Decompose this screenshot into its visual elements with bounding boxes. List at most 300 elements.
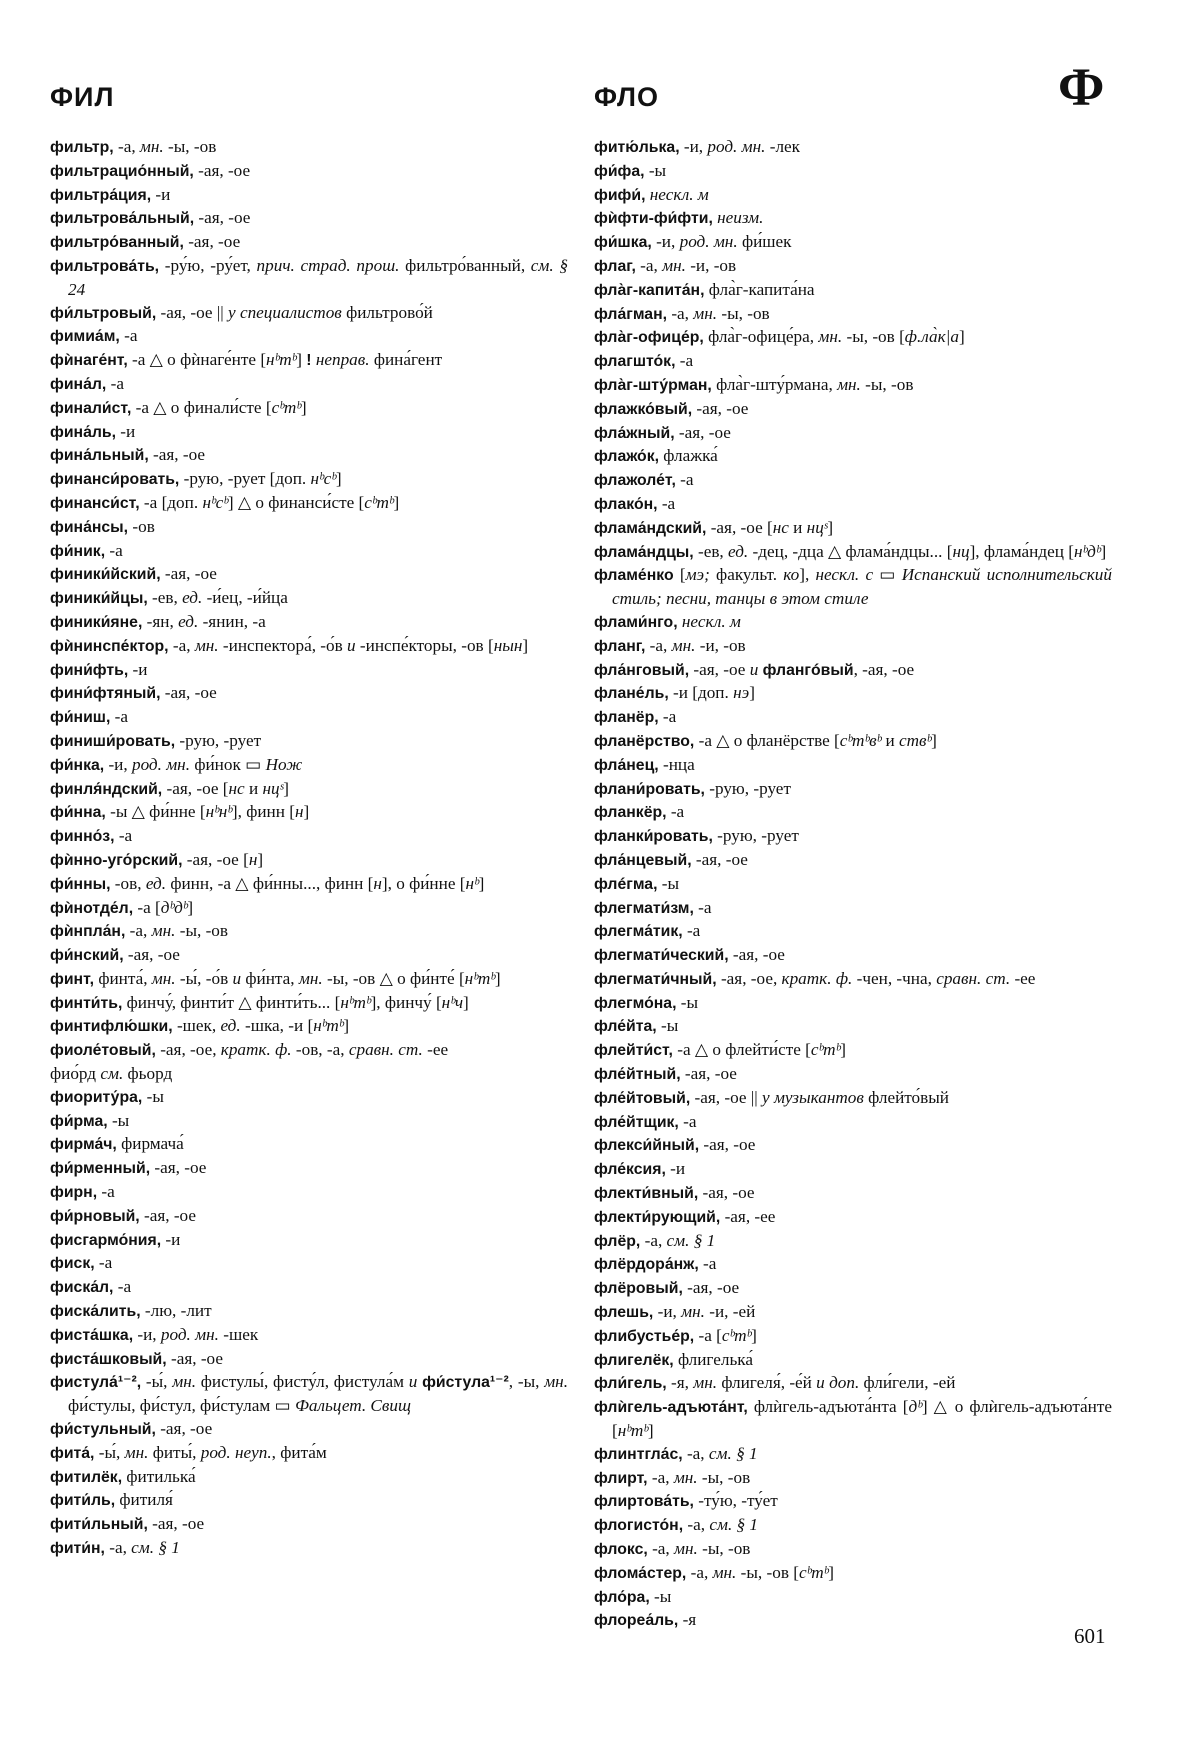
headword: фильтро́ванный, [50, 234, 184, 252]
entry-body: -а [698, 897, 712, 917]
dictionary-entry [594, 1349, 1112, 1373]
entry-body: флѝгель-адъюта́нта [дᵇ] △ о флѝгель-адъюта́нте [нᵇтᵇ] [612, 1397, 1113, 1441]
headword: флажоле́т, [594, 472, 676, 490]
headword: флёровый, [594, 1280, 683, 1298]
entry-body: -и [155, 184, 171, 204]
dictionary-entry [50, 778, 568, 802]
headword: флокс, [594, 1541, 648, 1559]
entry-body: -и [165, 1229, 181, 1249]
entry-body: -и, род. мн. -шек [137, 1324, 259, 1344]
section-letter: Ф [1058, 57, 1105, 117]
entry-body: -а, см. § 1 [109, 1538, 180, 1558]
headword: фѝнотде́л, [50, 899, 134, 917]
headword: фи́нна, [50, 804, 106, 822]
headword: финт, [50, 970, 95, 988]
headword: фланёр, [594, 709, 659, 727]
dictionary-entry [594, 350, 1112, 374]
dictionary-entry [50, 302, 568, 326]
entry-body: -а, мн. -ы, -ов [651, 1467, 751, 1487]
dictionary-entry [50, 1039, 568, 1063]
dictionary-entry [50, 1489, 568, 1513]
headword: фла̀г-офице́р, [594, 329, 704, 347]
headword: флажко́вый, [594, 400, 693, 418]
entry-body: -ев, ед. -и́ец, -и́йца [152, 588, 288, 608]
dictionary-entry [50, 1300, 568, 1324]
headword: фифи́, [594, 186, 646, 204]
dictionary-entry [594, 849, 1112, 873]
headword: флогисто́н, [594, 1517, 684, 1535]
dictionary-entry [594, 136, 1112, 160]
entry-body: фла̀г-капита́на [708, 279, 815, 299]
entry-body: -ы [648, 160, 667, 180]
dictionary-entry [594, 469, 1112, 493]
dictionary-entry [594, 635, 1112, 659]
headword: флешь, [594, 1304, 654, 1322]
right-guide-word: ФЛО [594, 82, 659, 112]
dictionary-entry [594, 541, 1112, 565]
dictionary-entry [594, 1158, 1112, 1182]
entry-body: -ая, -ое [нс и нцˢ] [166, 778, 289, 798]
headword: фле́ксия, [594, 1161, 666, 1179]
dictionary-entry [594, 326, 1112, 350]
dictionary-entry [594, 706, 1112, 730]
entry-body: -а [679, 351, 694, 371]
dictionary-entry [50, 754, 568, 778]
headword: флекти́рующий, [594, 1208, 721, 1226]
dictionary-entry [594, 825, 1112, 849]
dictionary-entry [594, 897, 1112, 921]
dictionary-entry [594, 1586, 1112, 1610]
dictionary-entry [50, 1086, 568, 1110]
entry-body: -и, род. мн. -лек [683, 137, 801, 156]
entry-body: -ы [661, 873, 680, 893]
dictionary-entry [50, 207, 568, 231]
headword: фити́льный, [50, 1516, 148, 1534]
dictionary-entry [50, 1276, 568, 1300]
headword: флегмо́на, [594, 994, 677, 1012]
dictionary-entry [594, 1490, 1112, 1514]
entry-body: -а △ о фланёрстве [сᵇтᵇвᵇ и ствᵇ] [698, 730, 937, 750]
entry-body: -ая, -ое [154, 1158, 207, 1178]
entry-body: -а [дᵇдᵇ] [137, 897, 194, 917]
dictionary-entry [50, 706, 568, 730]
entry-body: -а [680, 470, 694, 490]
entry-body: -а [сᵇтᵇ] [698, 1325, 757, 1345]
entry-body: -ая, -ое [164, 683, 217, 703]
headword: фли́гель, [594, 1375, 667, 1393]
dictionary-entry [50, 373, 568, 397]
entry-body: -а [683, 1111, 697, 1131]
headword: флома́стер, [594, 1564, 687, 1582]
dictionary-entry [594, 1538, 1112, 1562]
dictionary-entry [594, 778, 1112, 802]
dictionary-entry [594, 992, 1112, 1016]
headword: фиоле́товый, [50, 1042, 156, 1060]
headword: фланёрство, [594, 732, 695, 750]
dictionary-entry [594, 445, 1112, 469]
entry-body: -ы́, мн. фистулы́, фисту́л, фистула́м и фи́стула¹⁻², -ы, мн. фи́стулы, фи́стул, фи́стулам ▭ Фальцет. Свищ [68, 1372, 568, 1416]
dictionary-entry [50, 825, 568, 849]
headword: финти́ть, [50, 994, 123, 1012]
dictionary-entry [50, 1063, 568, 1086]
dictionary-entry [50, 801, 568, 825]
headword: фи́фа, [594, 162, 645, 180]
entry-body: -и [доп. нэ] [673, 683, 755, 703]
headword: фле́йтный, [594, 1066, 681, 1084]
dictionary-entry [50, 611, 568, 635]
dictionary-entry [594, 659, 1112, 683]
entry-body: -ая, -ое [143, 1205, 196, 1225]
dictionary-entry [594, 207, 1112, 231]
entry-body: -а [661, 493, 676, 513]
entry-body: -а [670, 802, 685, 822]
dictionary-entry [50, 1513, 568, 1537]
dictionary-entry [594, 231, 1112, 255]
dictionary-entry [594, 1111, 1112, 1135]
headword: фини́фтяный, [50, 685, 161, 703]
entry-body: -ая, -ое [703, 1135, 756, 1155]
entry-body: -ая, -ое [нс и нцˢ] [710, 517, 834, 537]
headword: фѝнпла́н, [50, 923, 126, 941]
entry-body: -а, мн. -ы, -ов [117, 137, 217, 156]
entry-body: -ая, -ое [188, 232, 241, 252]
entry-body: -а [109, 540, 123, 560]
headword: флами́нго, [594, 613, 678, 631]
headword: фирма́ч, [50, 1136, 117, 1154]
entry-body: -а, см. § 1 [686, 1443, 758, 1463]
entry-body: -ая, -ое [н] [186, 849, 264, 869]
headword: фланг, [594, 637, 646, 655]
dictionary-entry [50, 184, 568, 208]
dictionary-entry [594, 1134, 1112, 1158]
entry-body: -ов, ед. финн, -а △ фи́нны..., финн [н], о фи́нне [нᵇ] [114, 873, 485, 893]
entry-body: -а △ о фѝнаге́нте [нᵇтᵇ] ! неправ. фина́гент [132, 350, 443, 370]
dictionary-entry [594, 1182, 1112, 1206]
entry-body: -ая, -ое [164, 564, 217, 584]
dictionary-entry [594, 422, 1112, 446]
dictionary-entry [50, 1348, 568, 1372]
headword: фи́нский, [50, 947, 124, 965]
headword: фильтр, [50, 139, 114, 156]
dictionary-entry [50, 444, 568, 468]
dictionary-entry [50, 492, 568, 516]
dictionary-entry [50, 1157, 568, 1181]
entry-body: -и [132, 659, 148, 679]
dictionary-entry [50, 325, 568, 349]
dictionary-entry [50, 1110, 568, 1134]
headword: фѝнаге́нт, [50, 352, 128, 370]
headword: флаг, [594, 257, 636, 275]
entry-body: фитиля́ [119, 1490, 173, 1510]
entry-body: -рую, -рует [709, 778, 791, 798]
entry-body: -ая, -ое [702, 1183, 755, 1203]
headword: фина́ль, [50, 423, 116, 441]
headword: флани́ровать, [594, 780, 705, 798]
entry-body: -ая, -ое [160, 1419, 213, 1439]
dictionary-entry [50, 231, 568, 255]
page-number: 601 [1074, 1624, 1106, 1648]
dictionary-entry [594, 730, 1112, 754]
entry-body: -шек, ед. -шка, -и [нᵇтᵇ] [176, 1016, 350, 1036]
entry-body: -а [686, 921, 701, 941]
headword: флекси́йный, [594, 1137, 700, 1155]
right-column [594, 136, 1112, 1633]
entry-body: -я, мн. флигеля́, -е́й и доп. фли́гели, -ей [670, 1373, 956, 1393]
headword: фиста́шка, [50, 1326, 134, 1344]
entry-body: -рую, -рует [179, 730, 262, 750]
headword: фисгармо́ния, [50, 1231, 162, 1249]
entry-body: неизм. [717, 208, 764, 228]
entry-body: фла̀г-офице́ра, мн. -ы, -ов [ф.ла̀к|а] [708, 327, 965, 347]
headword: фѝнинспе́ктор, [50, 637, 169, 655]
headword: фильтрова́ть, [50, 257, 160, 275]
entry-body: -ы́, мн. фиты́, род. неуп., фита́м [98, 1442, 327, 1462]
headword: фла̀г-капита́н, [594, 281, 705, 299]
headword: фле́йтщик, [594, 1113, 679, 1131]
entry-body: -ая, -ое [684, 1064, 737, 1084]
headword: фланки́ровать, [594, 828, 713, 846]
entry-body: -рую, -рует [доп. нᵇсᵇ] [183, 469, 342, 489]
dictionary-entry [50, 349, 568, 373]
headword: флореа́ль, [594, 1612, 679, 1630]
entry-body: -ая, -ое [198, 160, 251, 180]
dictionary-entry [594, 1514, 1112, 1538]
headword: фи́рма, [50, 1112, 108, 1130]
dictionary-entry [594, 1253, 1112, 1277]
headword: фла̀г-шту́рман, [594, 376, 712, 394]
dictionary-entry [50, 1229, 568, 1253]
dictionary-entry [50, 682, 568, 706]
headword: фини́фть, [50, 661, 129, 679]
dictionary-entry [594, 1087, 1112, 1111]
dictionary-entry [50, 136, 568, 160]
headword: фла́гман, [594, 305, 668, 323]
dictionary-entry [50, 397, 568, 421]
entry-body: -а, мн. -инспектора́, -о́в и -инспе́кторы, -ов [нын] [172, 635, 529, 655]
headword: флагшто́к, [594, 353, 676, 371]
headword: флажо́к, [594, 448, 659, 466]
dictionary-entry [50, 635, 568, 659]
headword: фита́, [50, 1444, 95, 1462]
entry-body: -а [доп. нᵇсᵇ] △ о финанси́сте [сᵇтᵇ] [143, 492, 400, 512]
dictionary-entry [50, 1252, 568, 1276]
dictionary-entry [50, 1324, 568, 1348]
entry-body: -и, род. мн. фи́шек [656, 232, 792, 252]
entry-body: -а, мн. -ы, -ов [129, 921, 229, 941]
headword: флегмати́ческий, [594, 947, 729, 965]
entry-body: -ая, -ое [153, 445, 206, 465]
entry-body: -а, см. § 1 [644, 1230, 716, 1250]
entry-body: -я [682, 1610, 697, 1630]
entry-body: фла̀г-шту́рмана, мн. -ы, -ов [716, 374, 914, 394]
headword: фи́нка, [50, 756, 105, 774]
headword: фиска́л, [50, 1279, 114, 1297]
entry-body: -а [114, 707, 128, 727]
headword: финанси́ровать, [50, 471, 180, 489]
headword: фильтра́ция, [50, 186, 152, 204]
dictionary-entry [594, 255, 1112, 279]
dictionary-entry [594, 920, 1112, 944]
entry-body: -нца [662, 754, 695, 774]
headword: фи́шка, [594, 234, 652, 252]
headword: флигелёк, [594, 1351, 674, 1369]
dictionary-entry [594, 682, 1112, 706]
entry-body: -ев, ед. -дец, -дца △ флама́ндцы... [нц], флама́ндец [нᵇдᵇ] [697, 541, 1107, 561]
dictionary-entry [594, 374, 1112, 398]
entry-body: -а, мн. -ы, -ов [сᵇтᵇ] [690, 1562, 835, 1582]
dictionary-entry [594, 493, 1112, 517]
entry-body: -ы △ фи́нне [нᵇнᵇ], финн [н] [110, 802, 310, 822]
entry-body: -и [120, 421, 136, 441]
dictionary-entry [50, 563, 568, 587]
headword: финиши́ровать, [50, 732, 176, 750]
dictionary-entry [50, 1466, 568, 1490]
entry-body: -ая, -ое || у специалистов фильтрово́й [160, 302, 433, 322]
dictionary-entry [594, 1467, 1112, 1491]
headword: флако́н, [594, 495, 658, 513]
entry-body: -а [662, 707, 677, 727]
entry-body: фио́рд см. фьорд [50, 1064, 173, 1084]
left-guide-word: ФИЛ [50, 82, 115, 112]
dictionary-entry [50, 516, 568, 540]
entry-body: [мэ; факульт. ко], нескл. с ▭ Испанский исполнительский стиль; песни, танцы в этом стиле [612, 565, 1112, 609]
headword: фиска́лить, [50, 1303, 141, 1321]
dictionary-entry [594, 160, 1112, 184]
dictionary-entry [594, 1206, 1112, 1230]
dictionary-entry [50, 968, 568, 992]
entry-body: -а, мн. -и, -ов [649, 635, 746, 655]
entry-body: -ая, -ое и флангóвый, -ая, -ое [693, 659, 915, 679]
headword: флѝгель-адъюта́нт, [594, 1399, 748, 1417]
headword: флейти́ст, [594, 1042, 673, 1060]
left-column [50, 136, 568, 1561]
dictionary-entry [594, 1443, 1112, 1467]
entry-body: -ая, -ое || у музыкантов флейто́вый [694, 1087, 950, 1107]
dictionary-entry [594, 1301, 1112, 1325]
headword: флёрдора́нж, [594, 1256, 699, 1274]
dictionary-entry [50, 992, 568, 1016]
entry-body: фирмача́ [121, 1134, 184, 1154]
dictionary-entry [594, 1562, 1112, 1586]
dictionary-entry [594, 611, 1112, 635]
headword: фина́льный, [50, 447, 149, 465]
entry-body: -а [703, 1254, 717, 1274]
entry-body: -ая, -ое [152, 1514, 205, 1534]
entry-body: -а [117, 1277, 132, 1297]
entry-body: флигелька́ [677, 1349, 754, 1369]
headword: фильтрацио́нный, [50, 162, 194, 180]
headword: фла́жный, [594, 424, 675, 442]
dictionary-entry [594, 1325, 1112, 1349]
entry-body: нескл. м [681, 611, 741, 631]
headword: флегмати́зм, [594, 899, 694, 917]
dictionary-entry [50, 255, 568, 302]
headword: фина́л, [50, 375, 107, 393]
headword: флинтгла́с, [594, 1445, 683, 1463]
headword: фирн, [50, 1184, 98, 1202]
dictionary-entry [50, 1418, 568, 1442]
entry-body: -а [118, 826, 133, 846]
entry-body: -а, мн. -ы, -ов [652, 1539, 751, 1559]
entry-body: -а, мн. -ы, -ов [671, 303, 770, 323]
dictionary-entry [50, 659, 568, 683]
dictionary-entry [50, 897, 568, 921]
entry-body: -ая, -ое [127, 945, 180, 965]
dictionary-entry [50, 1205, 568, 1229]
headword: фле́йтовый, [594, 1089, 691, 1107]
dictionary-entry [50, 1181, 568, 1205]
headword: фи́ник, [50, 542, 106, 560]
entry-body: -лю, -лит [144, 1301, 212, 1321]
dictionary-entry [594, 1396, 1112, 1443]
headword: флибустье́р, [594, 1327, 695, 1345]
headword: флéгма, [594, 875, 658, 893]
headword: фле́йта, [594, 1018, 657, 1036]
entry-body: -а △ о финали́сте [сᵇтᵇ] [135, 397, 307, 417]
entry-body: флажка́ [663, 446, 718, 466]
entry-body: -ая, -ое, кратк. ф. -чен, -чна, сравн. ст. -ее [720, 968, 1036, 988]
dictionary-entry [50, 873, 568, 897]
headword: фи́нны, [50, 875, 111, 893]
entry-body: финта́, мн. -ы́, -о́в и фи́нта, мн. -ы, -ов △ о фи́нте́ [нᵇтᵇ] [98, 968, 501, 988]
headword: финики́йцы, [50, 590, 148, 608]
headword: флегмати́чный, [594, 970, 717, 988]
entry-body: -ая, -ое [678, 422, 731, 442]
headword: финтифлю́шки, [50, 1018, 173, 1036]
headword: фиориту́ра, [50, 1088, 143, 1106]
headword: флегма́тик, [594, 923, 683, 941]
dictionary-entry [50, 421, 568, 445]
headword: фѝфти-фи́фти, [594, 210, 713, 228]
dictionary-entry [594, 944, 1112, 968]
headword: фи́стульный, [50, 1421, 156, 1439]
headword: фла́нговый, [594, 661, 690, 679]
entry-body: нескл. м [649, 184, 709, 204]
entry-body: -ая, -ое [687, 1278, 740, 1298]
headword: фиск, [50, 1255, 95, 1273]
dictionary-entry [594, 873, 1112, 897]
dictionary-entry [594, 564, 1112, 611]
dictionary-entry [594, 1277, 1112, 1301]
headword: фѝнно-уго́рский, [50, 851, 183, 869]
headword: фламе́нко [594, 567, 674, 585]
dictionary-entry [594, 398, 1112, 422]
headword: фити́ль, [50, 1492, 116, 1510]
entry-body: -ту́ю, -ту́ет [698, 1491, 778, 1511]
dictionary-entry [594, 1230, 1112, 1254]
entry-body: -ая, -ое [696, 398, 749, 418]
entry-body: -ы [111, 1110, 130, 1130]
headword: фла́нцевый, [594, 851, 692, 869]
headword: фло́ра, [594, 1588, 650, 1606]
headword: финали́ст, [50, 399, 132, 417]
dictionary-entry [594, 754, 1112, 778]
dictionary-entry [594, 517, 1112, 541]
dictionary-entry [594, 1609, 1112, 1633]
dictionary-entry [594, 1372, 1112, 1396]
dictionary-entry [594, 1063, 1112, 1087]
headword: флекти́вный, [594, 1185, 699, 1203]
dictionary-entry [50, 1537, 568, 1561]
dictionary-entry [50, 1442, 568, 1466]
dictionary-entry [50, 1015, 568, 1039]
dictionary-entry [50, 1133, 568, 1157]
headword: финики́яне, [50, 613, 143, 631]
headword: фиста́шковый, [50, 1350, 167, 1368]
dictionary-entry [594, 801, 1112, 825]
dictionary-entry [594, 184, 1112, 208]
dictionary-entry [594, 279, 1112, 303]
